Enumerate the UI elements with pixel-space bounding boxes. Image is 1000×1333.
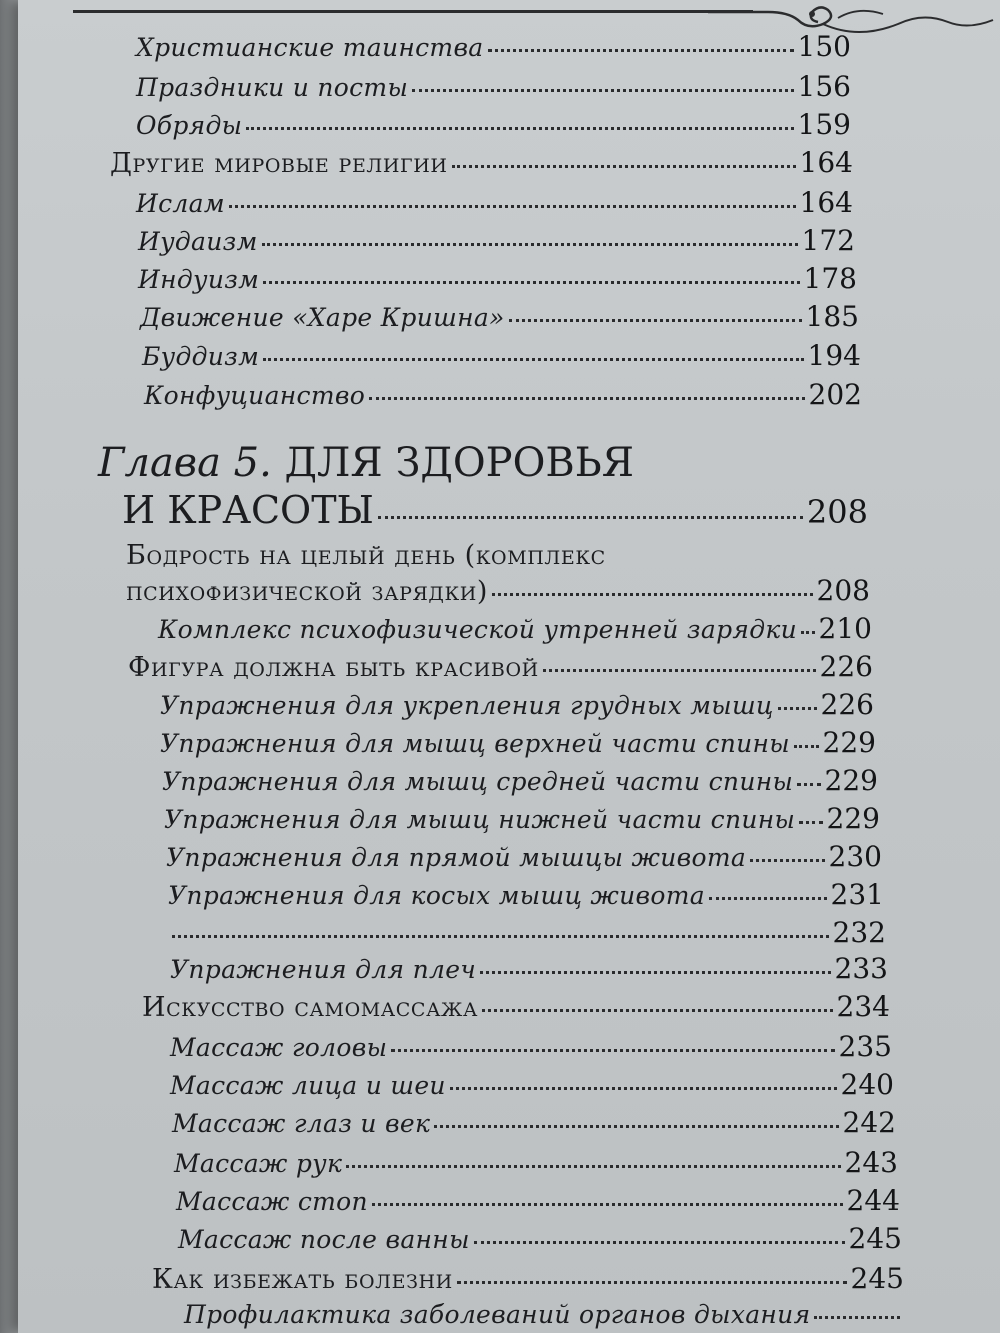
dot-leader bbox=[492, 592, 812, 596]
toc-entry-page: 210 bbox=[818, 612, 872, 645]
dot-leader bbox=[263, 280, 799, 284]
toc-entry-page: 229 bbox=[826, 802, 880, 835]
toc-entry bbox=[136, 108, 851, 141]
toc-entry-page: 178 bbox=[803, 262, 857, 295]
dot-leader bbox=[391, 1048, 834, 1052]
toc-entry-page: 202 bbox=[808, 378, 862, 411]
dot-leader bbox=[372, 1202, 843, 1206]
toc-entry-label: Иудаизм bbox=[138, 227, 258, 256]
chapter-title-line2: И КРАСОТЫ bbox=[122, 488, 374, 532]
toc-entry-page: 233 bbox=[834, 952, 888, 985]
dot-leader bbox=[457, 1280, 847, 1284]
toc-entry-label: Упражнения для мышц средней части спины bbox=[162, 767, 794, 796]
dot-leader bbox=[799, 820, 822, 824]
toc-entry-label: Христианские таинства bbox=[136, 33, 484, 62]
toc-section-label: Другие мировые религии bbox=[110, 148, 448, 179]
toc-entry bbox=[160, 726, 876, 759]
toc-section-page: 234 bbox=[836, 990, 890, 1023]
table-of-contents bbox=[18, 0, 1000, 1333]
dot-leader bbox=[794, 744, 819, 748]
dot-leader bbox=[262, 242, 798, 246]
dot-leader bbox=[488, 48, 794, 52]
chapter-title-line1: ДЛЯ ЗДОРОВЬЯ bbox=[284, 440, 635, 486]
toc-entry-label: Массаж глаз и век bbox=[172, 1109, 431, 1138]
toc-entry bbox=[160, 688, 874, 721]
dot-leader bbox=[778, 706, 817, 710]
toc-entry bbox=[144, 378, 862, 411]
chapter-heading bbox=[98, 440, 634, 486]
toc-entry-label: Обряды bbox=[136, 111, 243, 140]
dot-leader bbox=[229, 204, 796, 208]
toc-entry-label: Массаж лица и шеи bbox=[170, 1071, 446, 1100]
toc-entry-label: Упражнения для прямой мышцы живота bbox=[166, 843, 747, 872]
toc-entry-label: Индуизм bbox=[138, 265, 260, 294]
toc-section bbox=[110, 146, 853, 179]
toc-entry-page: 226 bbox=[820, 688, 874, 721]
toc-section-label: Фигура должна быть красивой bbox=[128, 652, 539, 683]
toc-section-line1: Бодрость на целый день (комплекс bbox=[126, 540, 606, 571]
toc-entry bbox=[136, 30, 851, 63]
toc-entry bbox=[138, 224, 855, 257]
toc-entry-page: 156 bbox=[797, 70, 851, 103]
toc-entry-page: 231 bbox=[830, 878, 884, 911]
toc-entry-page: 185 bbox=[805, 300, 859, 333]
toc-entry bbox=[142, 339, 861, 372]
book-gutter bbox=[0, 0, 18, 1333]
dot-leader bbox=[412, 88, 793, 92]
toc-entry bbox=[170, 1030, 892, 1063]
toc-entry bbox=[136, 186, 853, 219]
toc-entry-page: 245 bbox=[848, 1222, 902, 1255]
toc-section bbox=[128, 650, 873, 683]
dot-leader bbox=[543, 668, 816, 672]
dot-leader bbox=[246, 126, 793, 130]
dot-leader bbox=[482, 1008, 833, 1012]
toc-entry-label: Упражнения для укрепления грудных мышц bbox=[160, 691, 774, 720]
dot-leader bbox=[801, 630, 815, 634]
dot-leader bbox=[450, 1086, 837, 1090]
toc-entry-label: Упражнения для мышц верхней части спины bbox=[160, 729, 790, 758]
toc-entry-label: Массаж стоп bbox=[176, 1187, 368, 1216]
toc-entry-page: 164 bbox=[799, 186, 853, 219]
toc-section-label: Как избежать болезни bbox=[152, 1264, 453, 1295]
toc-section-page: 208 bbox=[816, 574, 870, 607]
toc-entry-label: Конфуцианство bbox=[144, 381, 366, 410]
toc-entry-page: 232 bbox=[832, 916, 886, 949]
dot-leader bbox=[474, 1240, 845, 1244]
toc-entry-label: Буддизм bbox=[142, 342, 260, 371]
toc-entry-label: Массаж после ванны bbox=[178, 1225, 470, 1254]
toc-entry bbox=[178, 1222, 902, 1255]
toc-entry-label: Упражнения для плеч bbox=[170, 955, 477, 984]
toc-section bbox=[152, 1262, 904, 1295]
toc-entry-page: 243 bbox=[844, 1146, 898, 1179]
dot-leader bbox=[750, 858, 825, 862]
dot-leader bbox=[172, 934, 829, 938]
toc-section bbox=[142, 990, 890, 1023]
toc-entry bbox=[162, 764, 878, 797]
toc-entry-page: 159 bbox=[797, 108, 851, 141]
toc-entry-label: Массаж рук bbox=[174, 1149, 343, 1178]
toc-section-page: 164 bbox=[799, 146, 853, 179]
toc-entry-page: 150 bbox=[797, 30, 851, 63]
toc-entry-label: Комплекс психофизической утренней зарядки bbox=[158, 615, 798, 644]
toc-entry-page: 229 bbox=[822, 726, 876, 759]
dot-leader bbox=[263, 357, 803, 361]
toc-entry-page: 230 bbox=[828, 840, 882, 873]
toc-entry bbox=[170, 952, 888, 985]
chapter-entry bbox=[122, 488, 868, 532]
toc-entry-page: 229 bbox=[824, 764, 878, 797]
toc-entry bbox=[158, 612, 872, 645]
dot-leader bbox=[797, 782, 820, 786]
toc-entry bbox=[174, 1146, 898, 1179]
dot-leader bbox=[709, 896, 827, 900]
toc-entry-label: Ислам bbox=[136, 189, 225, 218]
toc-entry-label: Упражнения для мышц нижней части спины bbox=[164, 805, 796, 834]
toc-entry bbox=[170, 1068, 894, 1101]
toc-entry-page: 240 bbox=[840, 1068, 894, 1101]
dot-leader bbox=[814, 1315, 900, 1319]
toc-entry bbox=[168, 878, 884, 911]
dot-leader bbox=[509, 318, 802, 322]
toc-entry bbox=[184, 1300, 904, 1329]
dot-leader bbox=[434, 1124, 838, 1128]
toc-entry bbox=[140, 300, 859, 333]
book-page bbox=[18, 0, 1000, 1333]
toc-entry bbox=[172, 1106, 896, 1139]
toc-entry bbox=[168, 916, 886, 949]
toc-entry bbox=[136, 70, 851, 103]
dot-leader bbox=[452, 164, 796, 168]
toc-section-page: 245 bbox=[850, 1262, 904, 1295]
toc-entry bbox=[164, 802, 880, 835]
toc-entry-page: 242 bbox=[842, 1106, 896, 1139]
toc-entry bbox=[138, 262, 857, 295]
toc-entry-page: 244 bbox=[846, 1184, 900, 1217]
toc-entry-label: Упражнения для косых мышц живота bbox=[168, 881, 705, 910]
toc-section-label: Искусство самомассажа bbox=[142, 992, 478, 1023]
toc-section bbox=[126, 574, 870, 607]
dot-leader bbox=[346, 1164, 840, 1168]
toc-entry-page: 235 bbox=[838, 1030, 892, 1063]
dot-leader bbox=[480, 970, 830, 974]
toc-entry-page: 194 bbox=[807, 339, 861, 372]
chapter-page: 208 bbox=[806, 493, 868, 531]
chapter-number: Глава 5. bbox=[98, 440, 272, 486]
toc-entry-page: 172 bbox=[801, 224, 855, 257]
toc-entry-label: Движение «Харе Кришна» bbox=[140, 303, 505, 332]
toc-entry-label: Массаж головы bbox=[170, 1033, 388, 1062]
toc-section-page: 226 bbox=[819, 650, 873, 683]
toc-entry bbox=[166, 840, 882, 873]
toc-entry bbox=[176, 1184, 900, 1217]
toc-section-label: психофизической зарядки) bbox=[126, 576, 489, 607]
dot-leader bbox=[378, 515, 803, 519]
toc-entry-label: Праздники и посты bbox=[136, 73, 409, 102]
dot-leader bbox=[369, 396, 804, 400]
toc-entry-label: Профилактика заболеваний органов дыхания bbox=[184, 1300, 811, 1329]
